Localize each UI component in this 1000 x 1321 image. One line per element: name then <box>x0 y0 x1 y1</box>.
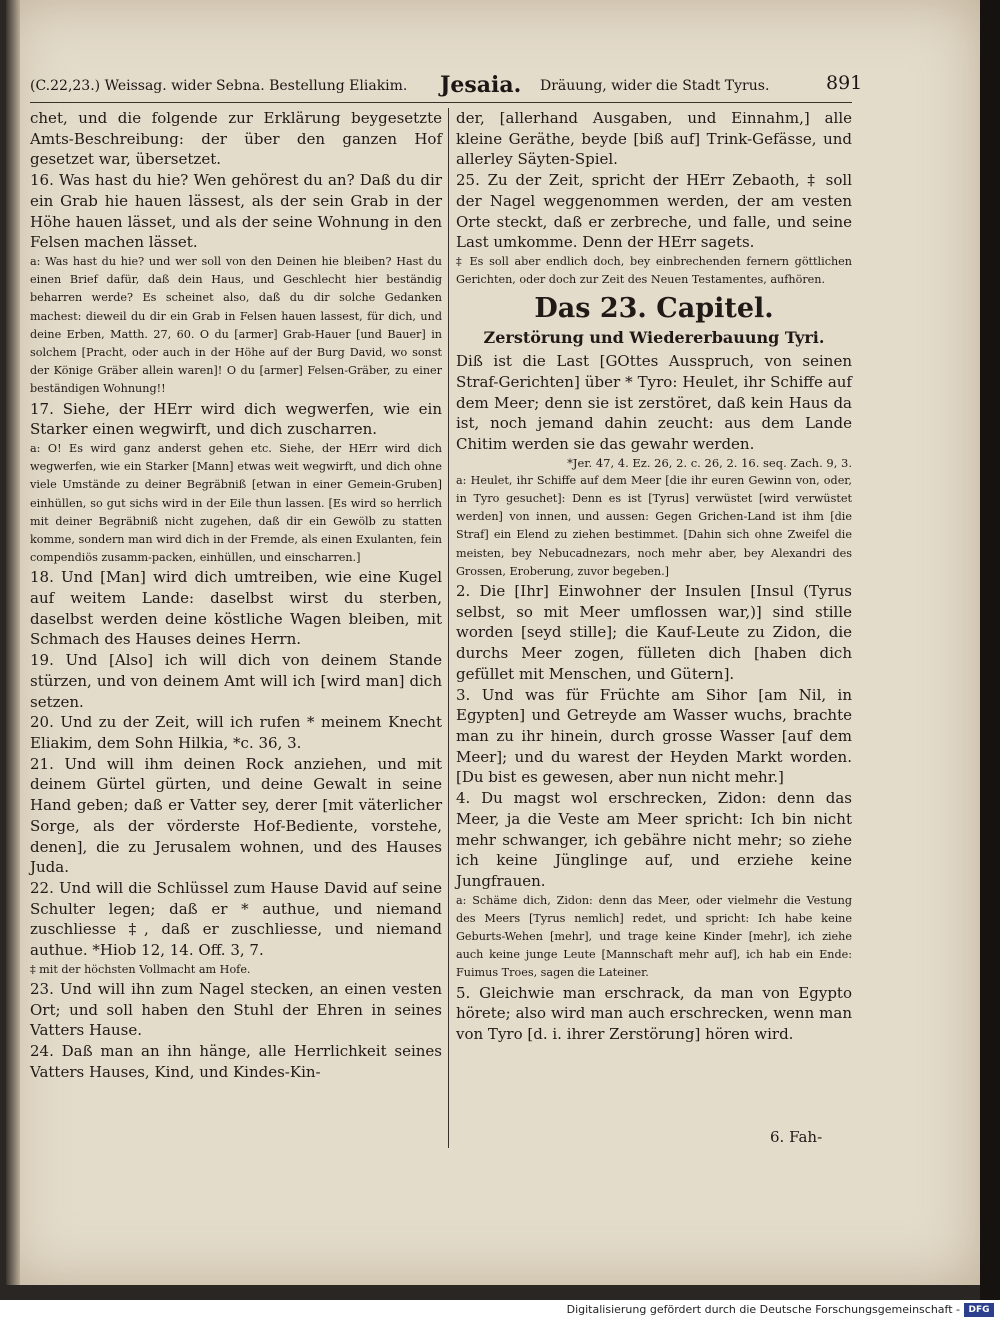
column-divider <box>448 108 449 1148</box>
verse-paragraph: 5. Gleichwie man erschrack, da man von Egypto hörete; also wird man auch erschrecken, wenn man von Tyro [d. i. ihrer Zerstörung] hören wird. <box>456 983 852 1044</box>
verse-paragraph: 24. Daß man an ihn hänge, alle Herrlichkeit seines Vatters Hauses, Kind, und Kindes-Kin- <box>30 1042 442 1081</box>
chapter-title: Das 23. Capitel. <box>534 293 774 325</box>
verse-paragraph: Diß ist die Last [GOttes Ausspruch, von seinen Straf-Gerichten] über * Tyro: Heulet, ihr Schiffe auf dem Meer; denn sie ist zerstöret, daß kein Haus da ist, noch jemand dahin zeucht: aus dem Lande Chitim werden sie das gewahr werden. <box>456 352 852 454</box>
verse-paragraph: 16. Was hast du hie? Wen gehörest du an? Daß du dir ein Grab hie hauen lässest, als der sein Grab in der Höhe hauen lässet, und als der seine Wohnung in den Felsen machen lässet. <box>30 171 442 252</box>
verse-paragraph: 4. Du magst wol erschrecken, Zidon: denn das Meer, ja die Veste am Meer spricht: Ich bin nicht mehr schwanger, ich gebähre nicht mehr; so ziehe ich keine Jünglinge auf, und erziehe keine Jungfrauen. <box>456 789 852 890</box>
verse-paragraph: der, [allerhand Ausgaben, und Einnahm,] alle kleine Geräthe, beyde [biß auf] Trink-Gefässe, und allerley Säyten-Spiel. <box>456 109 852 169</box>
verse-paragraph: 21. Und will ihm deinen Rock anziehen, und mit deinem Gürtel gürten, und deine Gewalt in seine Hand geben; daß er Vatter sey, derer [mit väterlicher Sorge, als der vörderste Hof-Bediente, vorstehe, denen], die zu Jerusalem wohnen, und des Hauses Juda. <box>30 754 442 877</box>
verse-paragraph: 19. Und [Also] ich will dich von deinem Stande stürzen, und von deinem Amt will ich [wird man] dich setzen. <box>30 651 442 711</box>
commentary-note: a: O! Es wird ganz anderst gehen etc. Siehe, der HErr wird dich wegwerfen, wie ein Starker [Mann] etwas weit wegwirft, und dich ohne viele Umstände zu deiner Begräbniß [etwan in einer Gemein-Gruben] einhüllen, so gut sichs wird in der Eile thun lassen. [Es wird so herrlich mit deiner Begräbniß nicht zugehen, daß dir ein Gewölb zu statten komme, sondern man wird dich in der Fremde, als einen Exulanten, fein compendiös zusamm-packen, einhüllen, und einscharren.] <box>30 441 442 565</box>
chapter-subtitle: Zerstörung und Wiedererbauung Tyri. <box>483 328 825 348</box>
commentary-note: ‡ Es soll aber endlich doch, bey einbrechenden fernern göttlichen Gerichten, oder doch zur Zeit des Neuen Testamentes, aufhören. <box>456 254 852 287</box>
verse-paragraph: 22. Und will die Schlüssel zum Hause David auf seine Schulter legen; daß er * authue, und niemand zuschliesse ‡, daß er zuschliesse, und niemand authue. *Hiob 12, 14. Off. 3, 7. <box>30 878 442 960</box>
right-column <box>456 108 852 1045</box>
commentary-note: a: Was hast du hie? und wer soll von den Deinen hie bleiben? Hast du einen Brief dafür, daß dein Haus, und Geschlecht hier beständig beharren werde? Es scheinet also, daß du dir solche Gedanken machest: dieweil du dir ein Grab in Felsen hauen lassest, für dich, und deine Erben, Matth. 27, 60. O du [armer] Grab-Hauer [und Bauer] in solchem [Pracht, oder auch in der Höhe auf der Burg David, wo sonst der Könige Gräber allein waren]! O du [armer] Felsen-Gräber, zu einer beständigen Wohnung!! <box>30 254 442 396</box>
verse-paragraph: 25. Zu der Zeit, spricht der HErr Zebaoth, ‡ soll der Nagel weggenommen werden, der am vesten Orte steckt, daß er zerbreche, und falle, und seine Last umkomme. Denn der HErr sagets. <box>456 171 852 252</box>
running-header <box>30 72 866 102</box>
left-column <box>30 108 442 1082</box>
header-book-title: Jesaia. <box>440 72 522 98</box>
verse-paragraph: 2. Die [Ihr] Einwohner der Insulen [Insul (Tyrus selbst, so mit Meer umflossen war,)] sind stille worden [seyd stille]; die Kauf-Leute zu Zidon, die durchs Meer zogen, fülleten dich [haben dich gefüllet mit Menschen, und Gütern]. <box>456 582 852 683</box>
cross-reference: *Jer. 47, 4. Ez. 26, 2. c. 26, 2. 16. seq. Zach. 9, 3. <box>567 455 852 470</box>
verse-paragraph: 17. Siehe, der HErr wird dich wegwerfen, wie ein Starker einen wegwirft, und dich zuscharren. <box>30 399 442 439</box>
header-left: (C.22,23.) Weissag. wider Sebna. Bestellung Eliakim. <box>30 78 408 94</box>
header-right: Dräuung, wider die Stadt Tyrus. <box>540 78 770 94</box>
commentary-note: ‡ mit der höchsten Vollmacht am Hofe. <box>30 962 251 976</box>
verse-paragraph: 23. Und will ihn zum Nagel stecken, an einen vesten Ort; und soll haben den Stuhl der Ehren in seines Vatters Hause. <box>30 979 442 1040</box>
funding-note: Digitalisierung gefördert durch die Deutsche Forschungsgemeinschaft - <box>566 1303 960 1316</box>
header-rule <box>30 102 852 103</box>
verse-paragraph: chet, und die folgende zur Erklärung beygesetzte Amts-Beschreibung: der über den ganzen Hof gesetzet war, übersetzet. <box>30 109 442 169</box>
verse-paragraph: 18. Und [Man] wird dich umtreiben, wie eine Kugel auf weitem Lande: daselbst wirst du sterben, daselbst werden deine köstliche Wagen bleiben, mit Schmach des Hauses deines Herrn. <box>30 568 442 649</box>
catchword: 6. Fah- <box>770 1128 823 1146</box>
verse-paragraph: 3. Und was für Früchte am Sihor [am Nil, in Egypten] und Getreyde am Wasser wuchs, brachte man zu ihr hinein, durch grosse Wasser [auf dem Meer]; und du warest der Heyden Markt worden. [Du bist es gewesen, aber nun nicht mehr.] <box>456 685 852 787</box>
page-number: 891 <box>826 72 863 94</box>
verse-paragraph: 20. Und zu der Zeit, will ich rufen * meinem Knecht Eliakim, dem Sohn Hilkia, *c. 36, 3. <box>30 713 442 752</box>
footer-bar <box>0 1300 1000 1321</box>
dfg-logo: DFG <box>964 1303 994 1317</box>
scan-edge <box>980 0 1000 1300</box>
page-gutter <box>6 0 20 1285</box>
commentary-note: a: Heulet, ihr Schiffe auf dem Meer [die ihr euren Gewinn von, oder, in Tyro gesuchet]: Denn es ist [Tyrus] verwüstet [wird verwüstet werden] von innen, und aussen: Gegen Grichen-Land ist ihm [die Straf] ein Elend zu ziehen bestimmet. [Dahin sich ohne Zweifel die meisten, bey Nebucadnezars, noch mehr aber, bey Alexandri des Grossen, Eroberung, zuvor begeben.] <box>456 473 852 578</box>
commentary-note: a: Schäme dich, Zidon: denn das Meer, oder vielmehr die Vestung des Meers [Tyrus nemlich] redet, und spricht: Ich habe keine Geburts-Wehen [mehr], und trage keine Kinder [mehr], ich ziehe auch keine junge Leute [Mannschaft mehr auf], ich hab ein Ende: Fuimus Troes, sagen die Lateiner. <box>456 893 852 980</box>
